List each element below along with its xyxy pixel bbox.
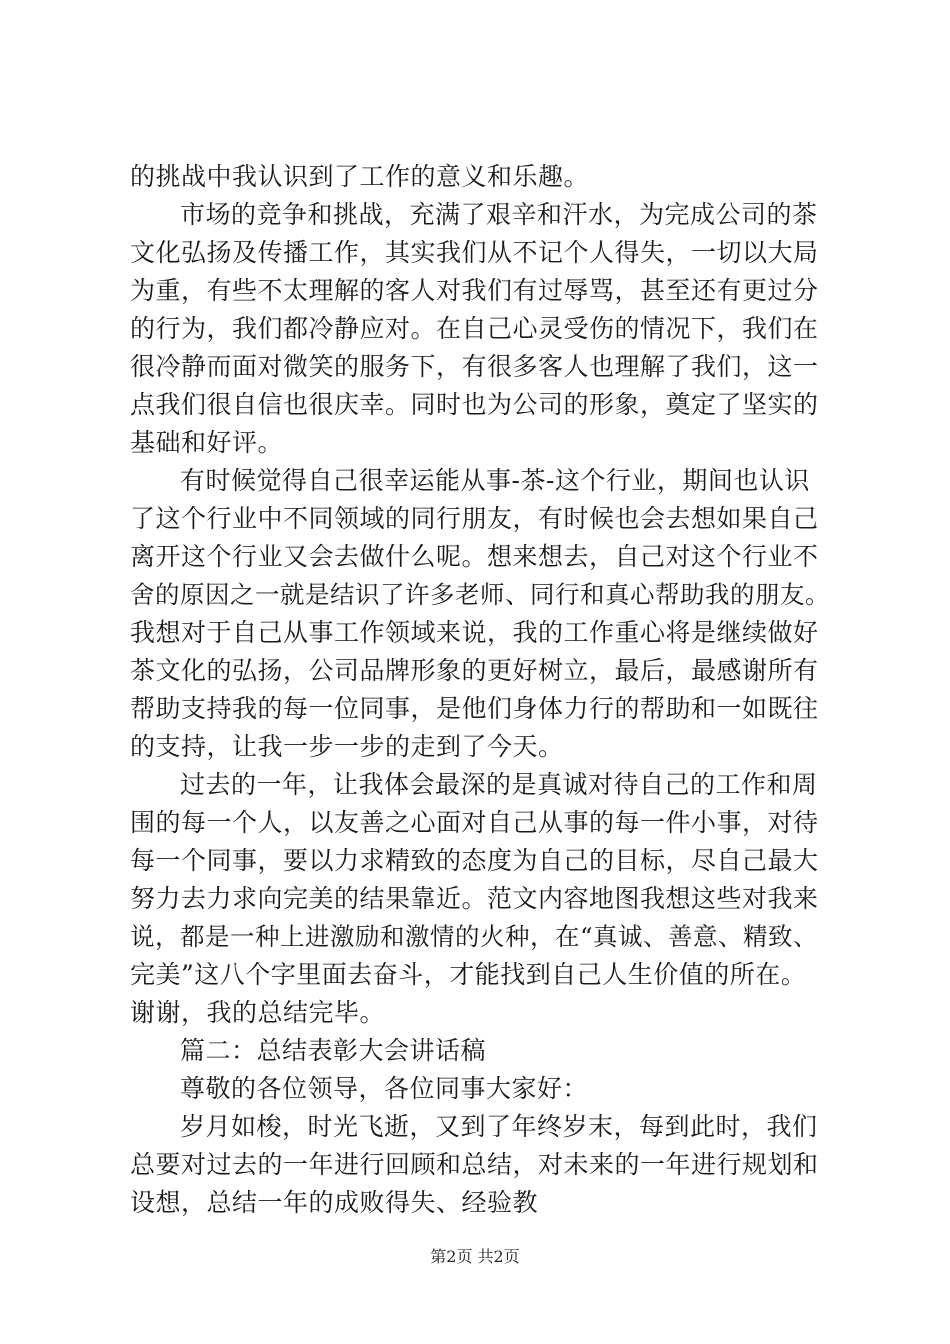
- text-line: 完美”这八个字里面去奋斗，才能找到自己人生价值的所在。: [130, 960, 807, 989]
- text-line: 围的每一个人，以友善之心面对自己从事的每一件小事，对待: [130, 808, 819, 837]
- text-line: 文化弘扬及传播工作，其实我们从不记个人得失，一切以大局: [130, 238, 819, 267]
- section-heading: 篇二：总结表彰大会讲话稿: [180, 1036, 487, 1065]
- text-line: 我想对于自己从事工作领域来说，我的工作重心将是继续做好: [130, 618, 819, 647]
- text-line: 了这个行业中不同领域的同行朋友，有时候也会去想如果自己: [130, 504, 819, 533]
- page-number-footer: 第2页 共2页: [430, 1247, 520, 1266]
- text-line: 基础和好评。: [130, 428, 284, 457]
- text-line: 有时候觉得自己很幸运能从事-茶-这个行业，期间也认识: [180, 466, 810, 495]
- text-line: 岁月如梭，时光飞逝，又到了年终岁末，每到此时，我们: [180, 1112, 818, 1141]
- text-line: 帮助支持我的每一位同事，是他们身体力行的帮助和一如既往: [130, 694, 819, 723]
- text-line: 过去的一年，让我体会最深的是真诚对待自己的工作和周: [180, 770, 818, 799]
- document-body: [130, 158, 830, 1222]
- text-line: 设想，总结一年的成败得失、经验教: [130, 1188, 539, 1217]
- text-line: 谢谢，我的总结完毕。: [130, 998, 386, 1027]
- text-line: 离开这个行业又会去做什么呢。想来想去，自己对这个行业不: [130, 542, 819, 571]
- text-line: 为重，有些不太理解的客人对我们有过辱骂，甚至还有更过分: [130, 276, 819, 305]
- text-line: 总要对过去的一年进行回顾和总结，对未来的一年进行规划和: [130, 1150, 819, 1179]
- text-line: 每一个同事，要以力求精致的态度为自己的目标，尽自己最大: [130, 846, 819, 875]
- text-line: 茶文化的弘扬，公司品牌形象的更好树立，最后，最感谢所有: [130, 656, 819, 685]
- text-line: 的行为，我们都冷静应对。在自己心灵受伤的情况下，我们在: [130, 314, 819, 343]
- text-line: 市场的竞争和挑战，充满了艰辛和汗水，为完成公司的茶: [180, 200, 818, 229]
- text-line: 的支持，让我一步一步的走到了今天。: [130, 732, 564, 761]
- text-line: 点我们很自信也很庆幸。同时也为公司的形象，奠定了坚实的: [130, 390, 819, 419]
- text-line: 努力去力求向完美的结果靠近。范文内容地图我想这些对我来: [130, 884, 819, 913]
- text-line: 舍的原因之一就是结识了许多老师、同行和真心帮助我的朋友。: [130, 580, 830, 609]
- text-line: 很冷静而面对微笑的服务下，有很多客人也理解了我们，这一: [130, 352, 819, 381]
- salutation: 尊敬的各位领导，各位同事大家好：: [180, 1074, 589, 1103]
- text-line: 说，都是一种上进激励和激情的火种，在“真诚、善意、精致、: [130, 922, 819, 951]
- text-line: 的挑战中我认识到了工作的意义和乐趣。: [130, 162, 590, 191]
